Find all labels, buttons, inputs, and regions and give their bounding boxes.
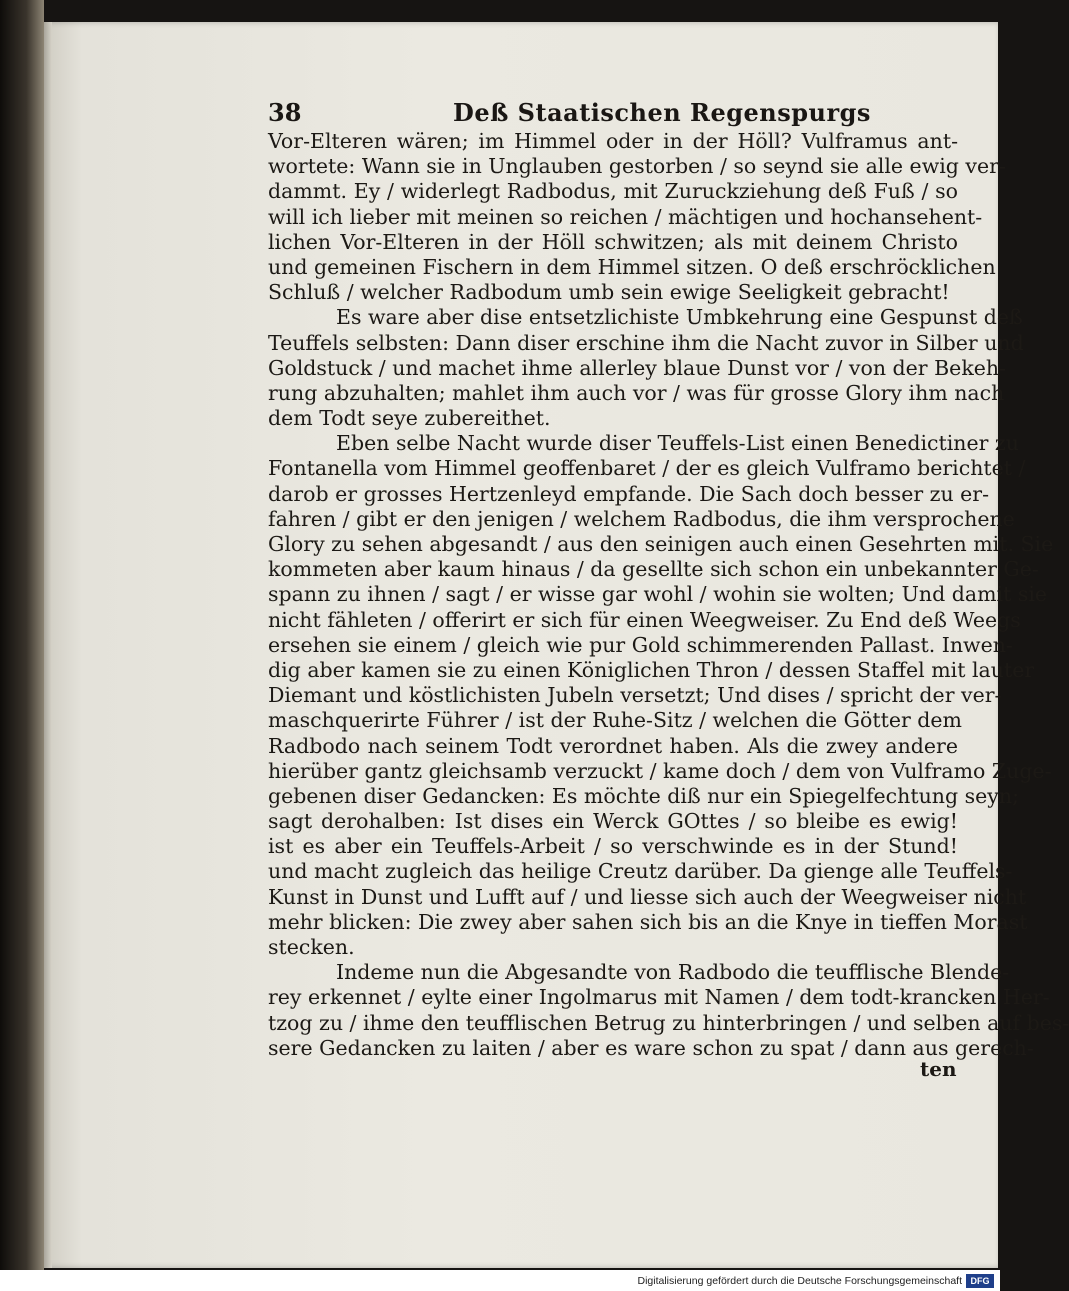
body-text [268, 129, 1069, 1061]
text-line: rey erkennet / eylte einer Ingolmarus mit Namen / dem todt-krancken Her- [268, 985, 1050, 1010]
text-line: stecken. [268, 935, 355, 959]
text-line: maschquerirte Führer / ist der Ruhe-Sitz / welchen die Götter dem [268, 708, 962, 733]
text-line: mehr blicken: Die zwey aber sahen sich bis an die Knye in tieffen Morast [268, 909, 1028, 934]
digitization-credit: Digitalisierung gefördert durch die Deutsche Forschungsgemeinschaft [637, 1275, 962, 1287]
text-line: ist es aber ein Teuffels-Arbeit / so verschwinde es in der Stund! [268, 834, 958, 859]
text-line: lichen Vor-Elteren in der Höll schwitzen; als mit deinem Christo [268, 229, 958, 254]
text-line: wortete: Wann sie in Unglauben gestorben / so seynd sie alle ewig ver- [268, 154, 1006, 179]
text-line: kommeten aber kaum hinaus / da gesellte sich schon ein unbekannter Ge- [268, 557, 1039, 582]
catchword: ten [920, 1057, 957, 1081]
text-line: Vor-Elteren wären; im Himmel oder in der Höll? Vulframus ant- [268, 129, 958, 153]
text-line: darob er grosses Hertzenleyd empfande. Die Sach doch besser zu er- [268, 481, 990, 506]
text-line: dig aber kamen sie zu einen Königlichen Thron / dessen Staffel mit lauter [268, 657, 1035, 682]
text-line: fahren / gibt er den jenigen / welchem Radbodus, die ihm versprochene [268, 506, 1015, 531]
text-line: Kunst in Dunst und Lufft auf / und liesse sich auch der Weegweiser nicht [268, 884, 1027, 909]
paragraph-start: Indeme nun die Abgesandte von Radbodo die teufflische Blende- [336, 960, 1010, 985]
dfg-logo[interactable]: DFG [966, 1274, 994, 1288]
text-line: spann zu ihnen / sagt / er wisse gar wohl / wohin sie wolten; Und damit sie [268, 582, 1048, 607]
page-number: 38 [268, 98, 302, 127]
text-line: rung abzuhalten; mahlet ihm auch vor / was für grosse Glory ihm nach [268, 380, 1005, 405]
text-line: Fontanella vom Himmel geoffenbaret / der es gleich Vulframo berichtet / [268, 456, 1026, 481]
text-line: gebenen diser Gedancken: Es möchte diß nur ein Spiegelfechtung seyn; [268, 783, 1019, 808]
text-line: und gemeinen Fischern in dem Himmel sitzen. O deß erschröcklichen [268, 254, 996, 279]
scan-background-left [0, 0, 44, 1270]
text-line: Glory zu sehen abgesandt / aus den seinigen auch einen Gesehrten mit. Sie [268, 532, 1054, 556]
text-line: will ich lieber mit meinen so reichen / mächtigen und hochansehent- [268, 204, 983, 229]
text-line: Goldstuck / und machet ihme allerley blaue Dunst vor / von der Bekeh- [268, 355, 1006, 380]
text-line: dammt. Ey / widerlegt Radbodus, mit Zuruckziehung deß Fuß / so [268, 179, 958, 204]
paragraph-start: Es ware aber dise entsetzlichiste Umbkehrung eine Gespunst deß [336, 305, 1023, 330]
text-line: dem Todt seye zubereithet. [268, 406, 551, 431]
text-line: sere Gedancken zu laiten / aber es ware schon zu spat / dann aus gerech- [268, 1035, 1034, 1060]
text-line: Radbodo nach seinem Todt verordnet haben. Als die zwey andere [268, 733, 958, 758]
text-line: Teuffels selbsten: Dann diser erschine ihm die Nacht zuvor in Silber und [268, 330, 1024, 355]
text-line: Schluß / welcher Radbodum umb sein ewige Seeligkeit gebracht! [268, 280, 950, 305]
text-line: nicht fähleten / offerirt er sich für einen Weegweiser. Zu End deß Weegs [268, 607, 1021, 632]
paragraph-start: Eben selbe Nacht wurde diser Teuffels-List einen Benedictiner zu [336, 431, 1019, 456]
page-gutter [44, 22, 52, 1268]
text-line: Diemant und köstlichisten Jubeln versetzt; Und dises / spricht der ver- [268, 683, 1002, 708]
running-head: Deß Staatischen Regenspurgs [453, 98, 871, 127]
text-line: sagt derohalben: Ist dises ein Werck GOttes / so bleibe es ewig! [268, 809, 958, 834]
text-line: tzog zu / ihme den teufflischen Betrug zu hinterbringen / und selben auf bes- [268, 1010, 1069, 1035]
text-line: und macht zugleich das heilige Creutz darüber. Da gienge alle Teuffels- [268, 859, 1013, 884]
text-line: hierüber gantz gleichsamb verzuckt / kame doch / dem von Vulframo Zuge- [268, 758, 1052, 783]
text-line: ersehen sie einem / gleich wie pur Gold schimmerenden Pallast. Inwen- [268, 632, 1013, 657]
